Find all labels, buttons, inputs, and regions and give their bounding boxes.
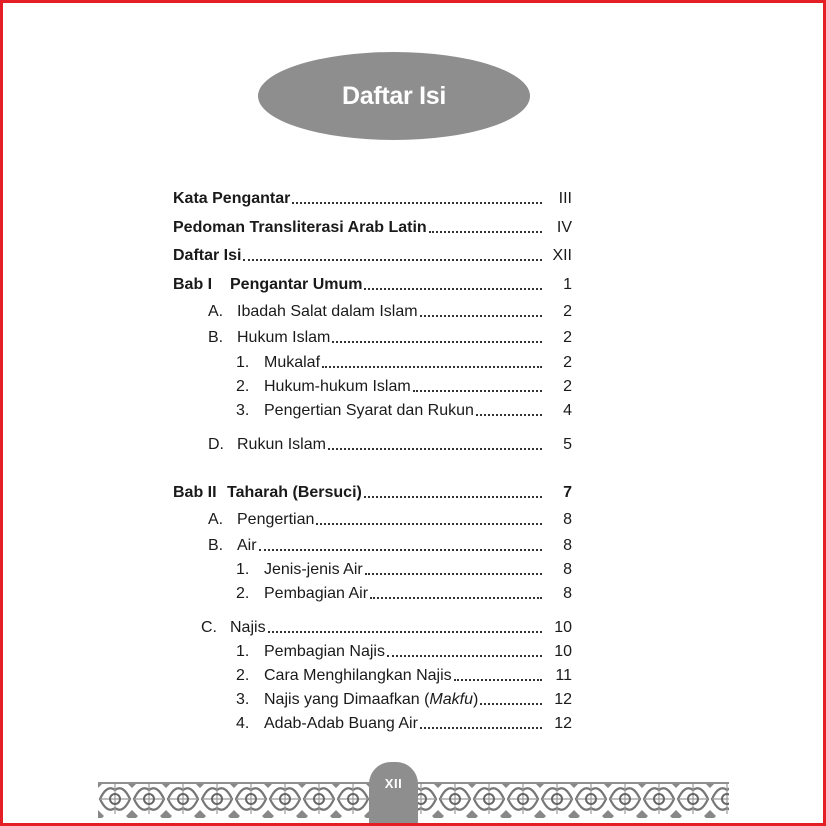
toc-entry-label: Pengertian Syarat dan Rukun [264,402,474,419]
toc-page-number: 10 [554,619,572,636]
dot-leader [370,597,542,599]
toc-page-number: 2 [563,329,572,346]
subsection-number: 2. [236,378,250,395]
subsection-number: 3. [236,691,250,708]
toc-page-number: 12 [554,691,572,708]
subsection-number: 1. [236,354,250,371]
toc-entry-subsection[interactable] [236,352,545,372]
section-letter: C. [201,619,217,636]
toc-entry-subsection[interactable] [236,713,545,733]
toc-entry-subsection[interactable] [236,665,545,685]
page-number: XII [384,776,403,791]
toc-page-number: 2 [563,303,572,320]
section-letter: B. [208,537,224,554]
label-text: Najis yang Dimaafkan ( [264,691,430,708]
toc-page-number: 11 [555,667,572,684]
subsection-number: 2. [236,585,250,602]
toc-page-number: 8 [563,511,572,528]
toc-entry-subsection[interactable] [236,689,545,709]
page-title: Daftar Isi [342,81,446,110]
section-letter: A. [208,511,224,528]
toc-entry-label: Pembagian Air [264,585,369,602]
toc-entry-label: Hukum Islam [237,329,331,346]
label-italic: Makfu [429,691,473,708]
toc-entry-subsection[interactable] [236,583,545,603]
toc-entry-subsection[interactable] [236,559,545,579]
subsection-number: 4. [236,715,250,732]
dot-leader [268,631,542,633]
toc-entry-section[interactable] [208,509,545,529]
toc-entry[interactable] [173,217,545,237]
toc-entry-section[interactable] [201,617,545,637]
toc-page-number: 8 [563,537,572,554]
dot-leader [420,315,542,317]
toc-entry[interactable] [173,245,545,265]
section-letter: B. [208,329,224,346]
dot-leader [316,523,542,525]
toc-entry-label: Adab-Adab Buang Air [264,715,418,732]
chapter-number: Bab I [173,276,213,293]
dot-leader [322,366,542,368]
toc-page-number: IV [556,219,572,236]
toc-page-number: 12 [554,715,572,732]
toc-entry-subsection[interactable] [236,641,545,661]
subsection-number: 1. [236,643,250,660]
toc-page-number: 2 [563,378,572,395]
toc-page-number: 5 [563,436,572,453]
toc-entry-label [264,691,478,709]
toc-entry-section[interactable] [208,301,545,321]
toc-entry-label: Taharah (Bersuci) [227,484,362,501]
toc-entry-label: Air [237,537,257,554]
toc-entry-section[interactable] [208,327,545,347]
toc-page-number: 1 [563,276,572,293]
toc-entry-label: Ibadah Salat dalam Islam [237,303,418,320]
toc-entry-label: Mukalaf [264,354,321,371]
toc-entry-label: Rukun Islam [237,436,326,453]
toc-entry-chapter[interactable] [173,482,545,502]
dot-leader [364,496,542,498]
toc-entry[interactable] [173,188,545,208]
dot-leader [364,288,542,290]
toc-page-number: III [558,190,572,207]
section-letter: A. [208,303,224,320]
toc-page-number: 4 [563,402,572,419]
dot-leader [420,727,542,729]
label-text-after: ) [472,691,479,708]
dot-leader [429,231,542,233]
toc-page-number: 7 [563,484,572,501]
dot-leader [387,655,542,657]
toc-entry-label: Pembagian Najis [264,643,385,660]
toc-entry-label: Pengertian [237,511,315,528]
toc-entry-section[interactable] [208,434,545,454]
dot-leader [365,573,542,575]
toc-entry-label: Cara Menghilangkan Najis [264,667,452,684]
page-number-tab [369,762,418,826]
toc-entry-subsection[interactable] [236,376,545,396]
subsection-number: 3. [236,402,250,419]
subsection-number: 2. [236,667,250,684]
dot-leader [332,341,542,343]
subsection-number: 1. [236,561,250,578]
chapter-number: Bab II [173,484,217,501]
toc-entry-label: Daftar Isi [173,247,242,264]
dot-leader [243,259,542,261]
toc-entry-label: Pengantar Umum [230,276,363,293]
toc-entry-label: Jenis-jenis Air [264,561,363,578]
toc-entry-label: Kata Pengantar [173,190,291,207]
toc-entry-chapter[interactable] [173,274,545,294]
dot-leader [328,448,542,450]
dot-leader [454,679,542,681]
toc-page-number: 8 [563,585,572,602]
toc-entry-section[interactable] [208,535,545,555]
toc-entry-label: Hukum-hukum Islam [264,378,411,395]
dot-leader [259,549,542,551]
dot-leader [292,202,542,204]
toc-entry-label: Pedoman Transliterasi Arab Latin [173,219,427,236]
dot-leader [413,390,542,392]
toc-page-number: 10 [554,643,572,660]
section-letter: D. [208,436,224,453]
toc-entry-subsection[interactable] [236,400,545,420]
toc-page-number: 8 [563,561,572,578]
toc-entry-label: Najis [230,619,266,636]
toc-page-number: 2 [563,354,572,371]
toc-page-number: XII [552,247,572,264]
